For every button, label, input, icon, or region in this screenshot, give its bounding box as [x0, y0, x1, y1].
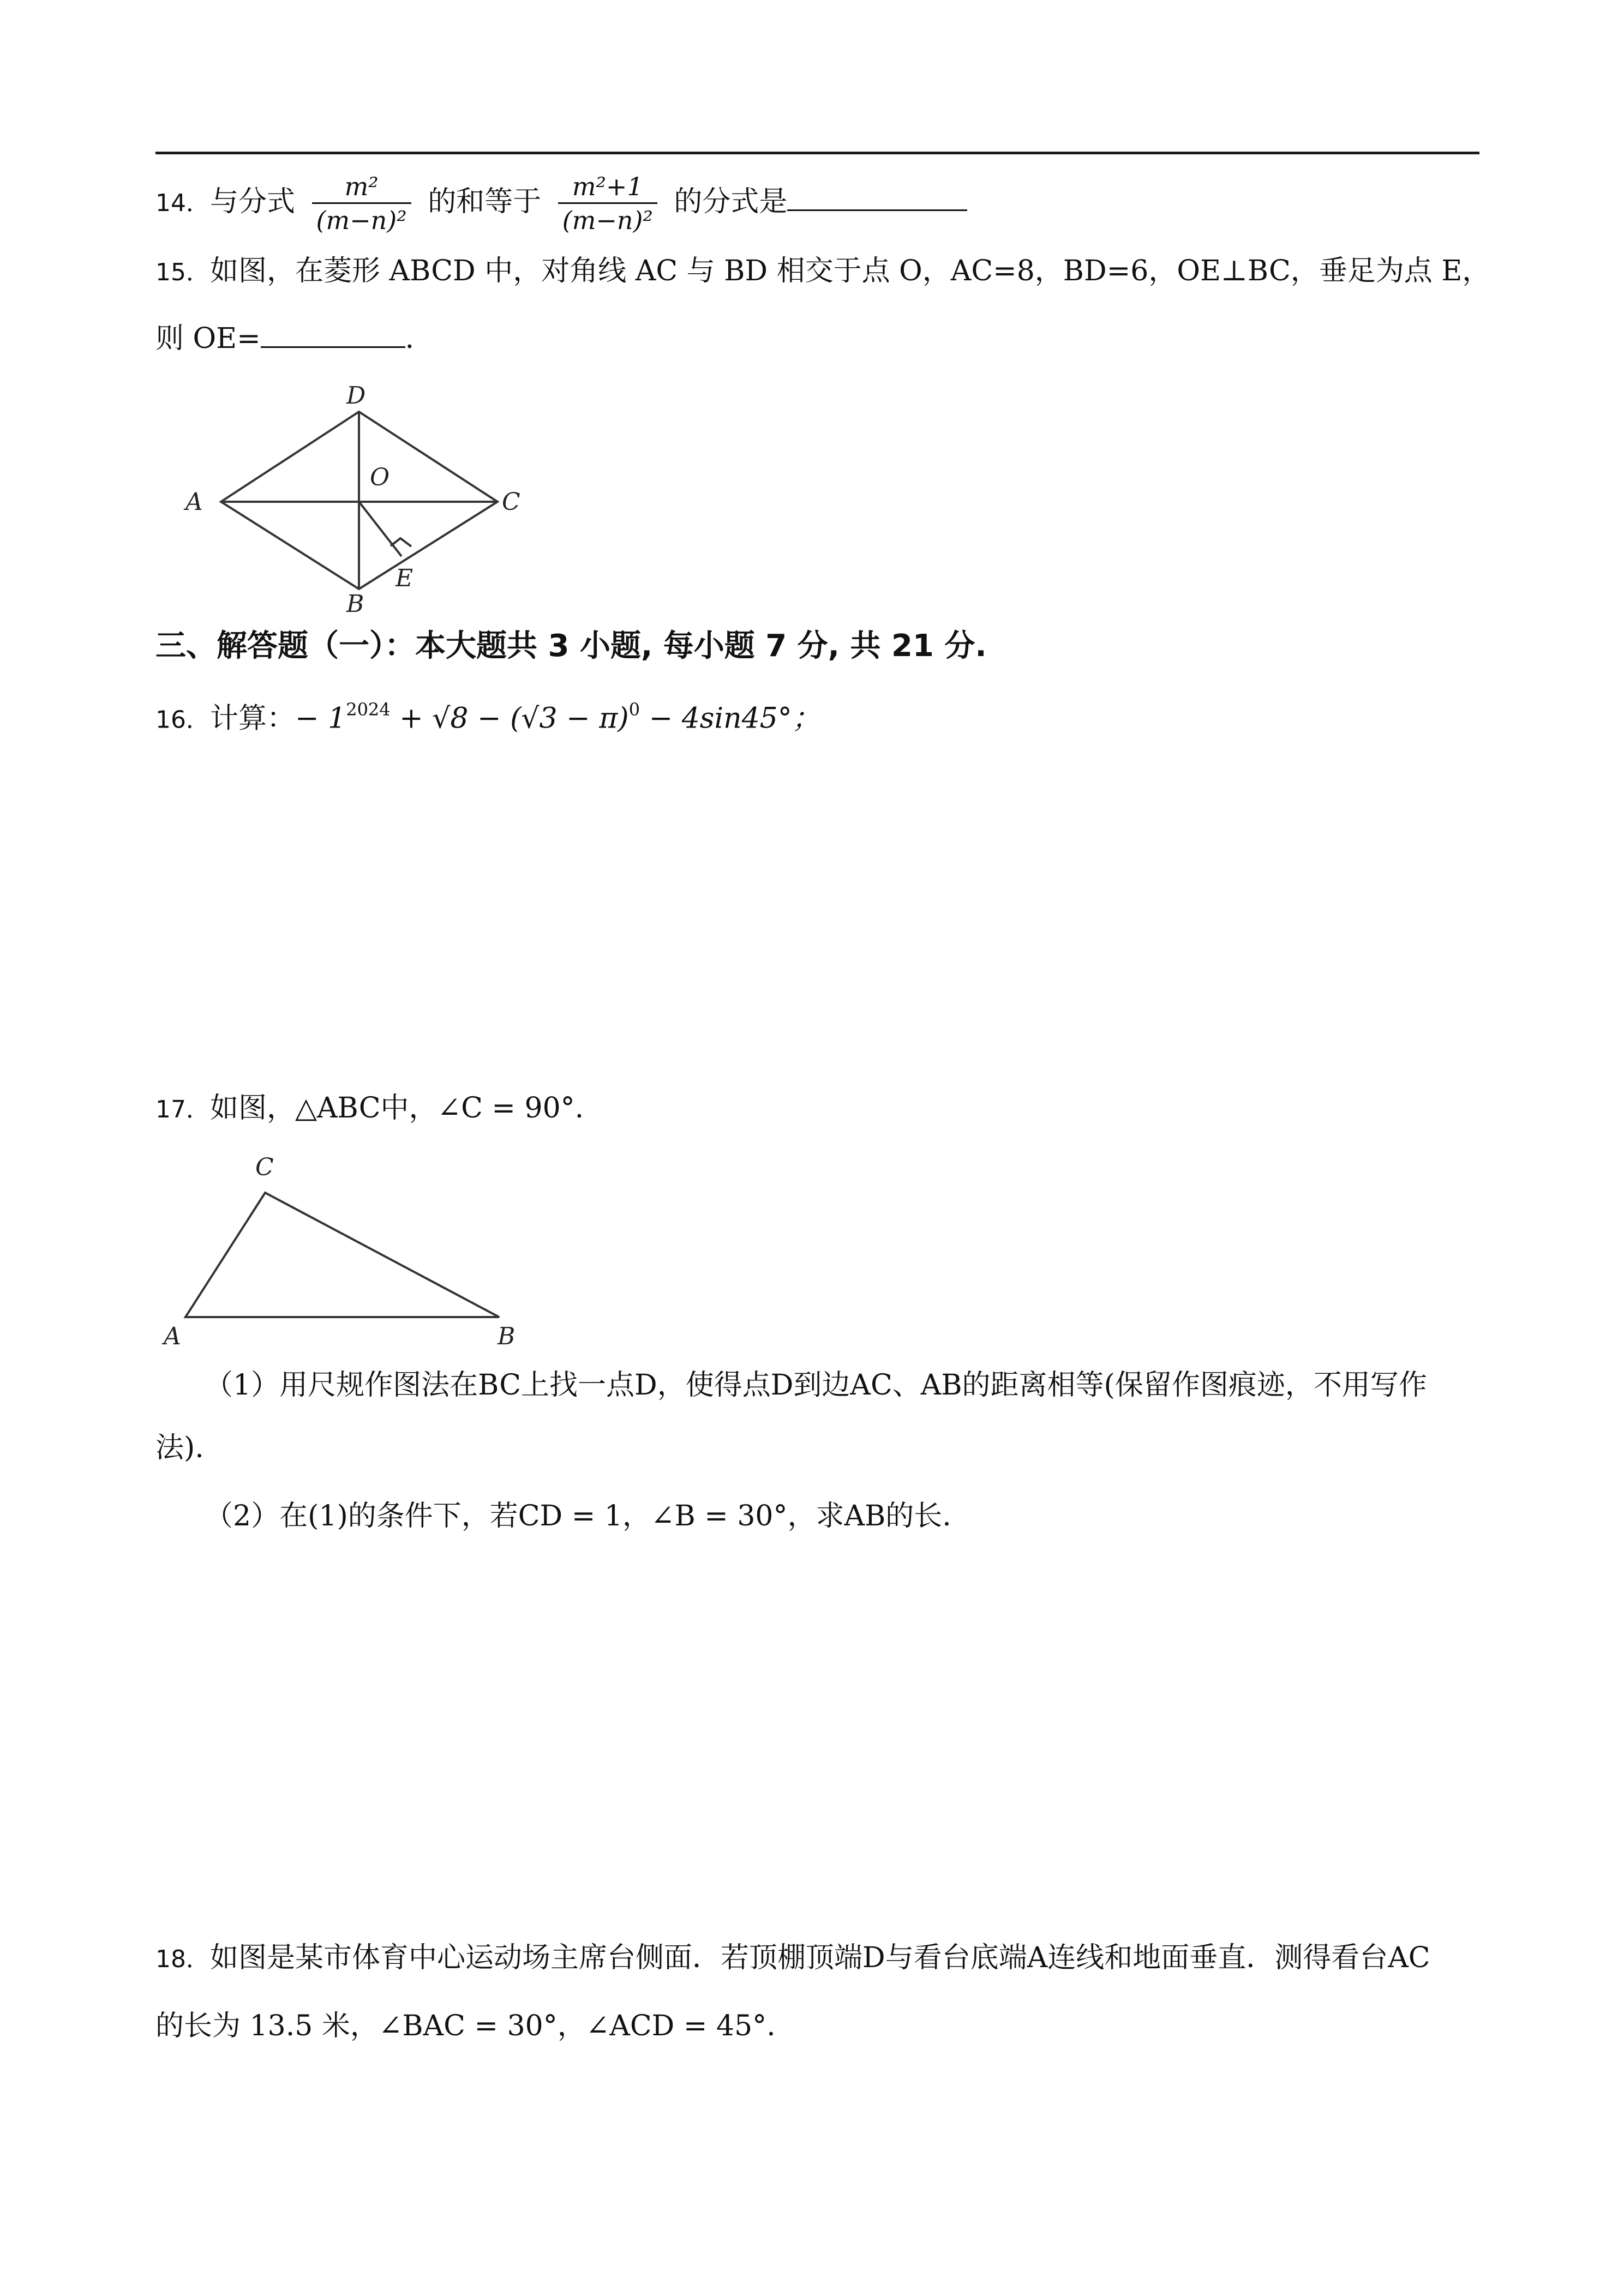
- expression-part-1: − 1: [295, 702, 346, 735]
- fraction-1-numerator: m²: [344, 172, 379, 201]
- question-15-line-1: [155, 252, 1490, 292]
- question-number: 18．: [155, 1945, 210, 1973]
- header-rule: [155, 152, 1479, 154]
- question-14: [155, 166, 967, 237]
- fraction-1: [312, 171, 411, 237]
- fraction-2-denominator: (m−n)²: [558, 202, 657, 237]
- question-number: 14．: [155, 189, 210, 217]
- fraction-2: [558, 171, 657, 237]
- q15-text: 如图，在菱形 ABCD 中，对角线 AC 与 BD 相交于点 O，AC=8，BD=6，OE⊥BC，垂足为点 E，: [210, 255, 1491, 287]
- question-18-line-1: [155, 1939, 1430, 1979]
- triangle-figure: [158, 1148, 540, 1350]
- label-c: C: [502, 488, 520, 516]
- q14-text-3: 的分式是: [674, 185, 788, 218]
- fraction-2-numerator: m²+1: [572, 172, 643, 201]
- answer-blank[interactable]: [261, 324, 405, 348]
- triangle-abc: [185, 1193, 499, 1317]
- exponent-2: 0: [628, 699, 640, 720]
- label-e: E: [395, 564, 414, 592]
- question-16: [155, 693, 820, 739]
- q17-stem-text: 如图，△ABC中，∠C = 90°.: [210, 1092, 584, 1125]
- question-15-line-2: [155, 320, 434, 358]
- q16-prefix: 计算：: [210, 702, 296, 735]
- expression-part-3: − 4sin45°；: [640, 702, 820, 735]
- question-17-part-2: （2）在(1)的条件下，若CD = 1，∠B = 30°，求AB的长.: [205, 1500, 951, 1532]
- question-17-part-1-line-2: 法).: [155, 1432, 204, 1464]
- section-title: 三、解答题（一）：本大题共 3 小题, 每小题 7 分, 共 21 分.: [155, 628, 987, 664]
- answer-blank[interactable]: [787, 188, 967, 211]
- expression-part-2: + √8 − (√3 − π): [390, 702, 629, 735]
- question-17-stem: [155, 1089, 584, 1129]
- q14-text-2: 的和等于: [428, 185, 542, 218]
- label-a: A: [164, 1323, 181, 1350]
- q18-text: 如图是某市体育中心运动场主席台侧面．若顶棚顶端D与看台底端A连线和地面垂直．测得看台AC: [210, 1942, 1430, 1974]
- q14-text-1: 与分式: [210, 185, 296, 218]
- question-number: 15．: [155, 259, 210, 286]
- label-b: B: [498, 1323, 516, 1350]
- q15-text-prefix: 则 OE=: [155, 322, 261, 355]
- question-number: 16．: [155, 706, 210, 734]
- label-a: A: [185, 488, 203, 516]
- question-18-line-2: 的长为 13.5 米，∠BAC = 30°，∠ACD = 45°.: [155, 2010, 776, 2042]
- label-c: C: [255, 1153, 274, 1181]
- label-b: B: [346, 590, 364, 616]
- label-o: O: [370, 464, 390, 491]
- fraction-1-denominator: (m−n)²: [312, 202, 411, 237]
- question-17-part-1-line-1: （1）用尺规作图法在BC上找一点D，使得点D到边AC、AB的距离相等(保留作图痕迹，不用写作: [205, 1369, 1427, 1402]
- segment-oe: [359, 502, 401, 556]
- label-d: D: [346, 382, 366, 410]
- question-number: 17．: [155, 1096, 210, 1123]
- rhombus-figure: [180, 376, 540, 616]
- exponent-1: 2024: [346, 699, 391, 720]
- q15-text-suffix: ．: [405, 322, 434, 355]
